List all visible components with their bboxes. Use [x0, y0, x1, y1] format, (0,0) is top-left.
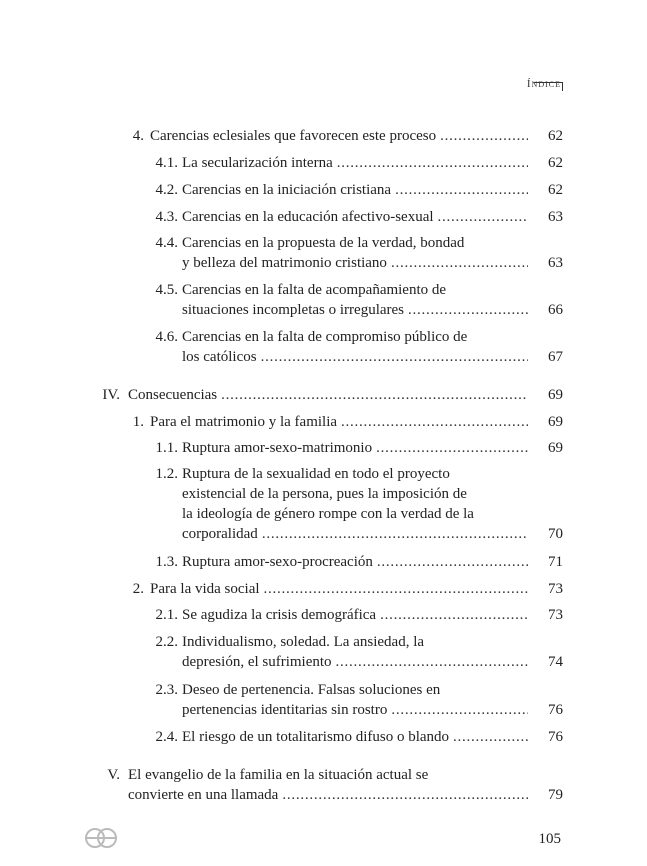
toc-entry-page: 63 — [548, 255, 563, 271]
toc-entry-title-line: Carencias en la falta de acompañamiento de — [182, 282, 447, 298]
toc-entry-title-line: Carencias en la educación afectivo-sexual — [182, 209, 434, 225]
dot-leader — [440, 126, 528, 146]
dot-leader — [408, 300, 528, 320]
toc-entry-number: 2.2. — [155, 634, 178, 650]
dot-leader — [395, 180, 528, 200]
toc-entry-number: 4.5. — [155, 282, 178, 298]
toc-entry-page: 73 — [548, 607, 563, 623]
toc-entry-number: 4. — [132, 128, 144, 144]
toc-entry-page: 70 — [548, 526, 563, 542]
toc-entry-number: 2. — [132, 581, 144, 597]
dot-leader — [262, 524, 528, 544]
dot-leader — [376, 438, 528, 458]
toc-entry-title-line: y belleza del matrimonio cristiano — [182, 255, 387, 271]
toc-entry-title-line: Consecuencias — [128, 387, 218, 403]
toc-entry-number: IV. — [102, 387, 120, 403]
toc-entry-page: 62 — [548, 128, 563, 144]
toc-entry-title-line: Carencias en la falta de compromiso público de — [182, 329, 468, 345]
toc-entry-title-line: depresión, el sufrimiento — [182, 654, 332, 670]
toc-entry-number: 4.2. — [155, 182, 178, 198]
dot-leader — [453, 727, 528, 747]
dot-leader — [391, 700, 528, 720]
toc-entry-page: 67 — [548, 349, 563, 365]
toc-entry-number: 4.3. — [155, 209, 178, 225]
toc-entry-number: 4.1. — [155, 155, 178, 171]
toc-entry-number: V. — [107, 767, 120, 783]
toc-entry-number: 4.6. — [155, 329, 178, 345]
toc-entry-page: 69 — [548, 387, 563, 403]
toc-entry-page: 66 — [548, 302, 563, 318]
toc-entry-title-line: Para la vida social — [150, 581, 260, 597]
toc-entry-page: 73 — [548, 581, 563, 597]
toc-entry-page: 62 — [548, 155, 563, 171]
dot-leader — [341, 412, 528, 432]
toc-entry-title-line: El riesgo de un totalitarismo difuso o blando — [182, 729, 450, 745]
toc-entry-number: 1.2. — [155, 466, 178, 482]
toc-entry-title-line: pertenencias identitarias sin rostro — [182, 702, 388, 718]
toc-entry-number: 1.3. — [155, 554, 178, 570]
toc-entry-title-line: la ideología de género rompe con la verdad de la — [182, 506, 474, 522]
toc-entry-page: 71 — [548, 554, 563, 570]
toc-entry-page: 69 — [548, 440, 563, 456]
toc-entry-number: 1. — [132, 414, 144, 430]
header-rule — [534, 82, 563, 91]
toc-entry-title-line: corporalidad — [182, 526, 258, 542]
dot-leader — [282, 785, 528, 805]
toc-entry-title-line: Ruptura amor-sexo-procreación — [182, 554, 373, 570]
toc-entry-title-line: existencial de la persona, pues la imposición de — [182, 486, 467, 502]
toc-entry-page: 79 — [548, 787, 563, 803]
toc-entry-page: 69 — [548, 414, 563, 430]
running-header: Índice — [526, 78, 561, 90]
toc-entry-title-line: Ruptura amor-sexo-matrimonio — [182, 440, 373, 456]
toc-entry-title-line: los católicos — [182, 349, 257, 365]
toc-entry-title-line: La secularización interna — [182, 155, 333, 171]
dot-leader — [380, 605, 528, 625]
toc-entry-title-line: convierte en una llamada — [128, 787, 279, 803]
toc-entry-title-line: Se agudiza la crisis demográfica — [182, 607, 377, 623]
dot-leader — [438, 207, 528, 227]
toc-entry-title-line: Ruptura de la sexualidad en todo el proyecto — [182, 466, 450, 482]
toc-entry-title-line: Carencias eclesiales que favorecen este proceso — [150, 128, 437, 144]
toc-entry-page: 76 — [548, 729, 563, 745]
dot-leader — [377, 552, 528, 572]
publisher-logo-icon — [84, 825, 118, 856]
dot-leader — [337, 153, 528, 173]
toc-entry-title-line: El evangelio de la familia en la situación actual se — [128, 767, 429, 783]
dot-leader — [261, 347, 528, 367]
toc-entry-page: 74 — [548, 654, 563, 670]
toc-entry-number: 2.1. — [155, 607, 178, 623]
dot-leader — [391, 253, 528, 273]
toc-entry-title-line: Para el matrimonio y la familia — [150, 414, 338, 430]
page-number: 105 — [538, 831, 561, 847]
toc-entry-title-line: Carencias en la propuesta de la verdad, bondad — [182, 235, 465, 251]
toc-entry-title-line: Deseo de pertenencia. Falsas soluciones en — [182, 682, 441, 698]
toc-entry-title-line: Carencias en la iniciación cristiana — [182, 182, 392, 198]
toc-entry-page: 62 — [548, 182, 563, 198]
toc-entry-page: 76 — [548, 702, 563, 718]
toc-entry-title-line: situaciones incompletas o irregulares — [182, 302, 405, 318]
toc-entry-number: 4.4. — [155, 235, 178, 251]
toc-entry-number: 2.3. — [155, 682, 178, 698]
toc-entry-title-line: Individualismo, soledad. La ansiedad, la — [182, 634, 425, 650]
toc-entry-number: 2.4. — [155, 729, 178, 745]
toc-entry-page: 63 — [548, 209, 563, 225]
toc-entry-number: 1.1. — [155, 440, 178, 456]
dot-leader — [264, 579, 528, 599]
dot-leader — [221, 385, 528, 405]
dot-leader — [336, 652, 528, 672]
